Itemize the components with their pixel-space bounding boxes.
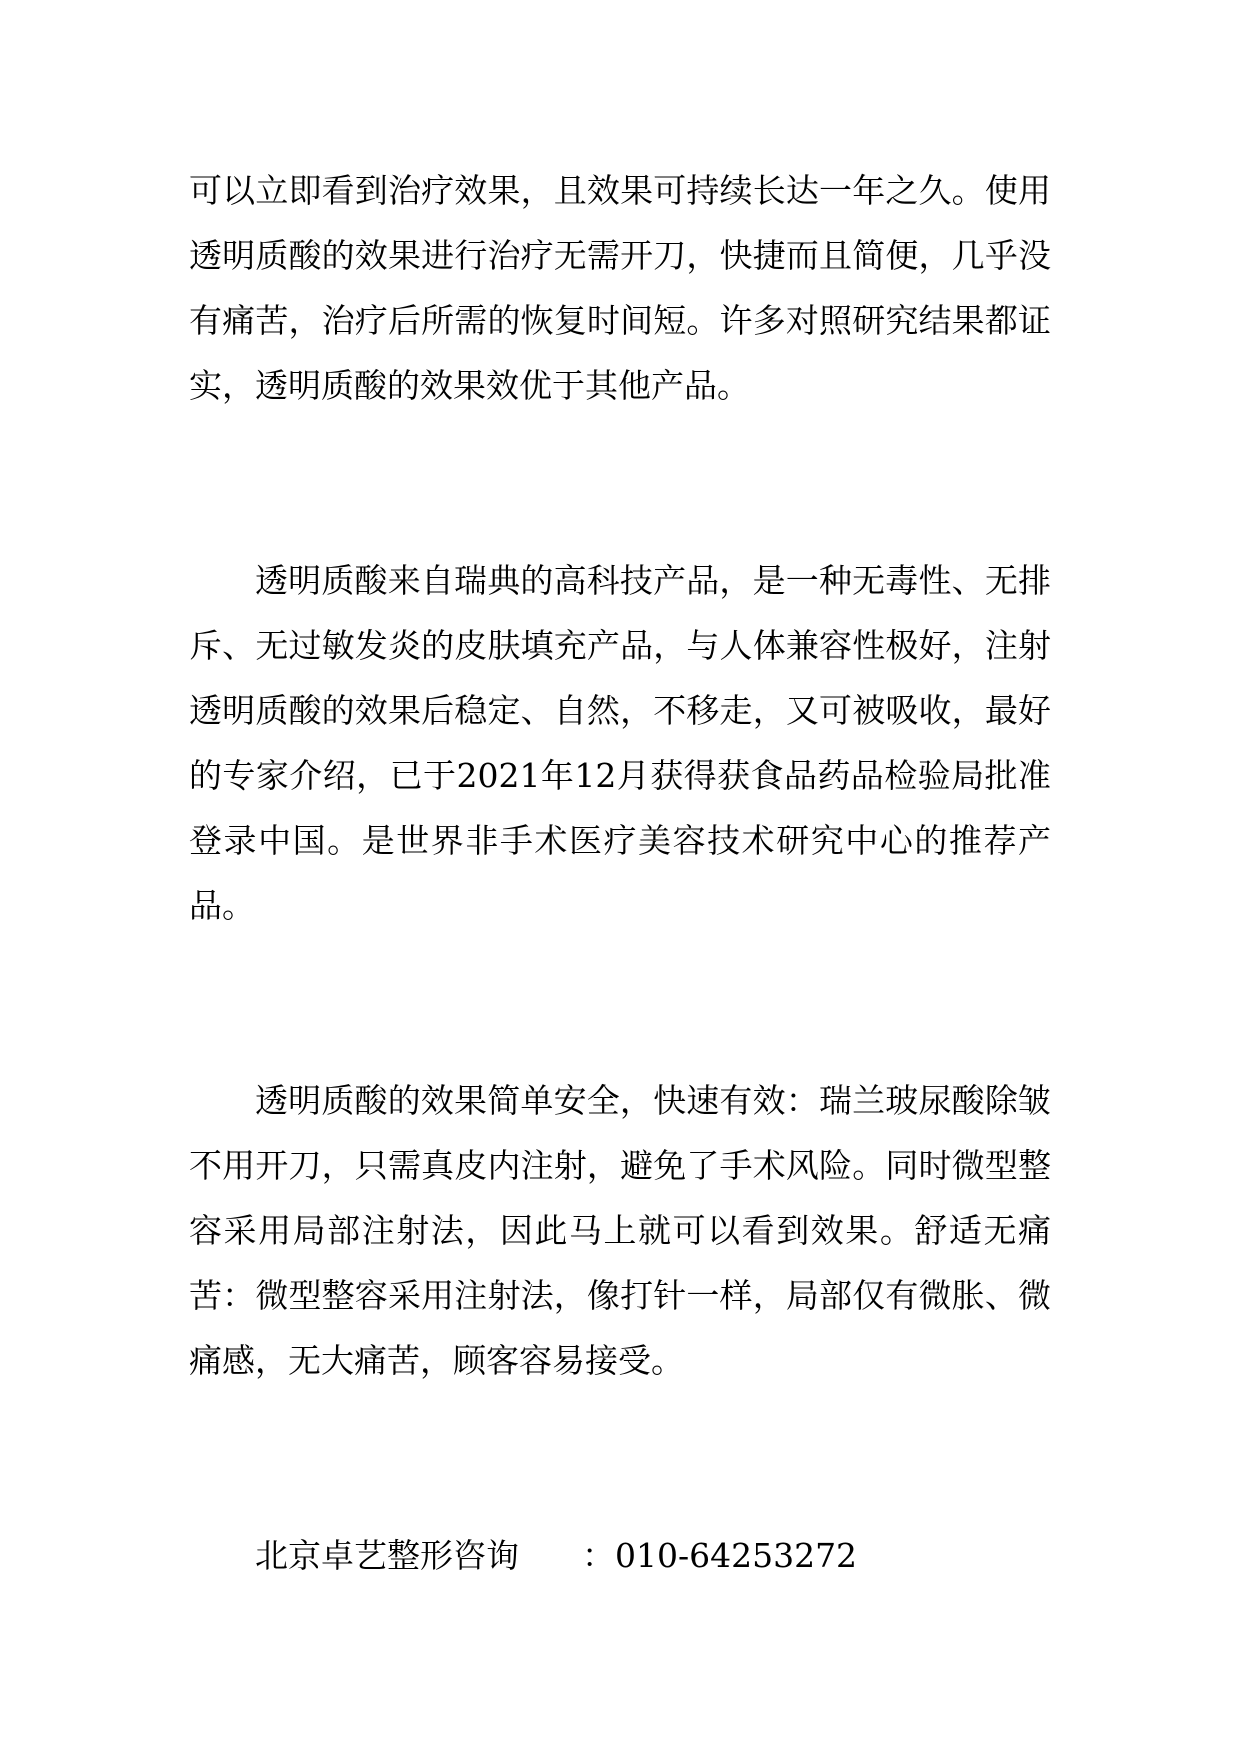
paragraph-gap [189, 418, 1051, 548]
paragraph-1: 可以立即看到治疗效果，且效果可持续长达一年之久。使用透明质酸的效果进行治疗无需开刀，快捷而且简便，几乎没有痛苦，治疗后所需的恢复时间短。许多对照研究结果都证实，透明质酸的效果效优于其他产品。 [189, 171, 1051, 405]
paragraph-gap [189, 938, 1051, 1068]
contact-label: 北京卓艺整形咨询 [255, 1536, 519, 1575]
paragraph-2: 透明质酸来自瑞典的高科技产品，是一种无毒性、无排斥、无过敏发炎的皮肤填充产品，与人体兼容性极好，注射透明质酸的效果后稳定、自然，不移走，又可被吸收，最好的专家介绍，已于2021年12月获得获食品药品检验局批准登录中国。是世界非手术医疗美容技术研究中心的推荐产品。 [189, 561, 1051, 925]
document-body [189, 158, 1051, 1588]
paragraph-3: 透明质酸的效果简单安全，快速有效：瑞兰玻尿酸除皱不用开刀，只需真皮内注射，避免了手术风险。同时微型整容采用局部注射法，因此马上就可以看到效果。舒适无痛苦：微型整容采用注射法，像打针一样，局部仅有微胀、微痛感，无大痛苦，顾客容易接受。 [189, 1081, 1051, 1380]
contact-phone: 010-64253272 [614, 1536, 858, 1575]
contact-line [189, 1523, 1051, 1588]
paragraph-gap [189, 1393, 1051, 1523]
contact-separator: ： [581, 1536, 615, 1575]
